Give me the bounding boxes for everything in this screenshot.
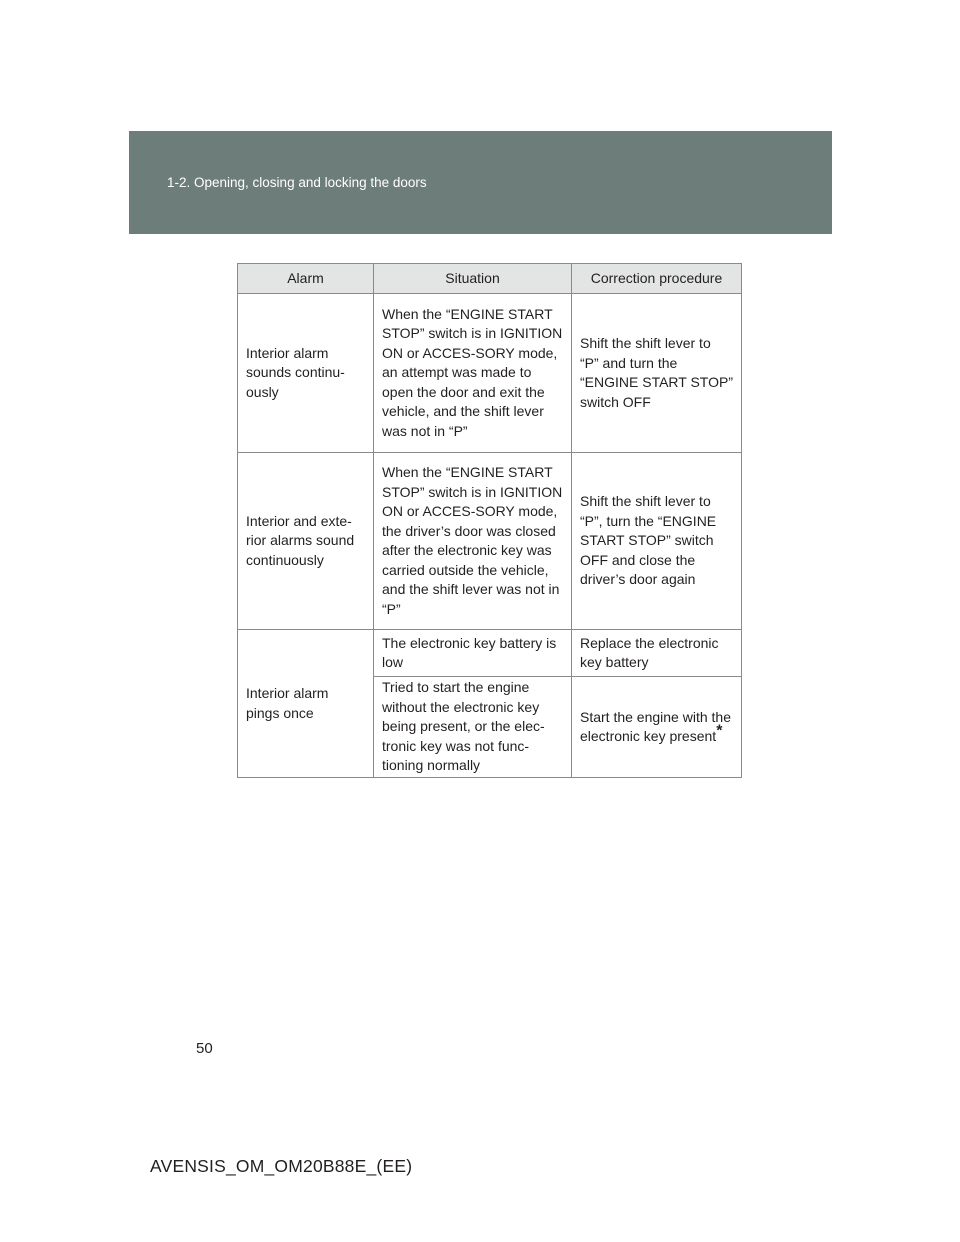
section-header-bar bbox=[129, 131, 832, 234]
table-row bbox=[238, 453, 742, 630]
correction-cell: Replace the electronic key battery bbox=[572, 630, 742, 677]
section-title: 1-2. Opening, closing and locking the doors bbox=[167, 175, 427, 190]
correction-cell bbox=[572, 677, 742, 778]
situation-cell: When the “ENGINE START STOP” switch is in IGNITION ON or ACCES-SORY mode, the driver’s door was closed after the electronic key was carried outside the vehicle, and the shift lever was not in “P” bbox=[374, 453, 572, 630]
column-header-alarm: Alarm bbox=[238, 264, 374, 294]
alarm-cell: Interior alarm pings once bbox=[238, 630, 374, 778]
page-number: 50 bbox=[196, 1040, 213, 1057]
alarm-cell: Interior alarm sounds continu-ously bbox=[238, 294, 374, 453]
table-header-row bbox=[238, 264, 742, 294]
table-row bbox=[238, 630, 742, 677]
situation-cell: The electronic key battery is low bbox=[374, 630, 572, 677]
correction-text: Start the engine with the electronic key present bbox=[580, 708, 731, 744]
situation-cell: When the “ENGINE START STOP” switch is in IGNITION ON or ACCES-SORY mode, an attempt was made to open the door and exit the vehicle, and the shift lever was not in “P” bbox=[374, 294, 572, 453]
column-header-situation: Situation bbox=[374, 264, 572, 294]
column-header-correction: Correction procedure bbox=[572, 264, 742, 294]
situation-cell: Tried to start the engine without the electronic key being present, or the elec-tronic key was not func-tioning normally bbox=[374, 677, 572, 778]
footnote-marker: * bbox=[716, 722, 723, 740]
alarm-table bbox=[237, 263, 742, 778]
alarm-cell: Interior and exte-rior alarms sound continuously bbox=[238, 453, 374, 630]
table-row bbox=[238, 294, 742, 453]
correction-cell: Shift the shift lever to “P”, turn the “ENGINE START STOP” switch OFF and close the driver’s door again bbox=[572, 453, 742, 630]
document-code: AVENSIS_OM_OM20B88E_(EE) bbox=[150, 1156, 413, 1176]
correction-cell: Shift the shift lever to “P” and turn the “ENGINE START STOP” switch OFF bbox=[572, 294, 742, 453]
